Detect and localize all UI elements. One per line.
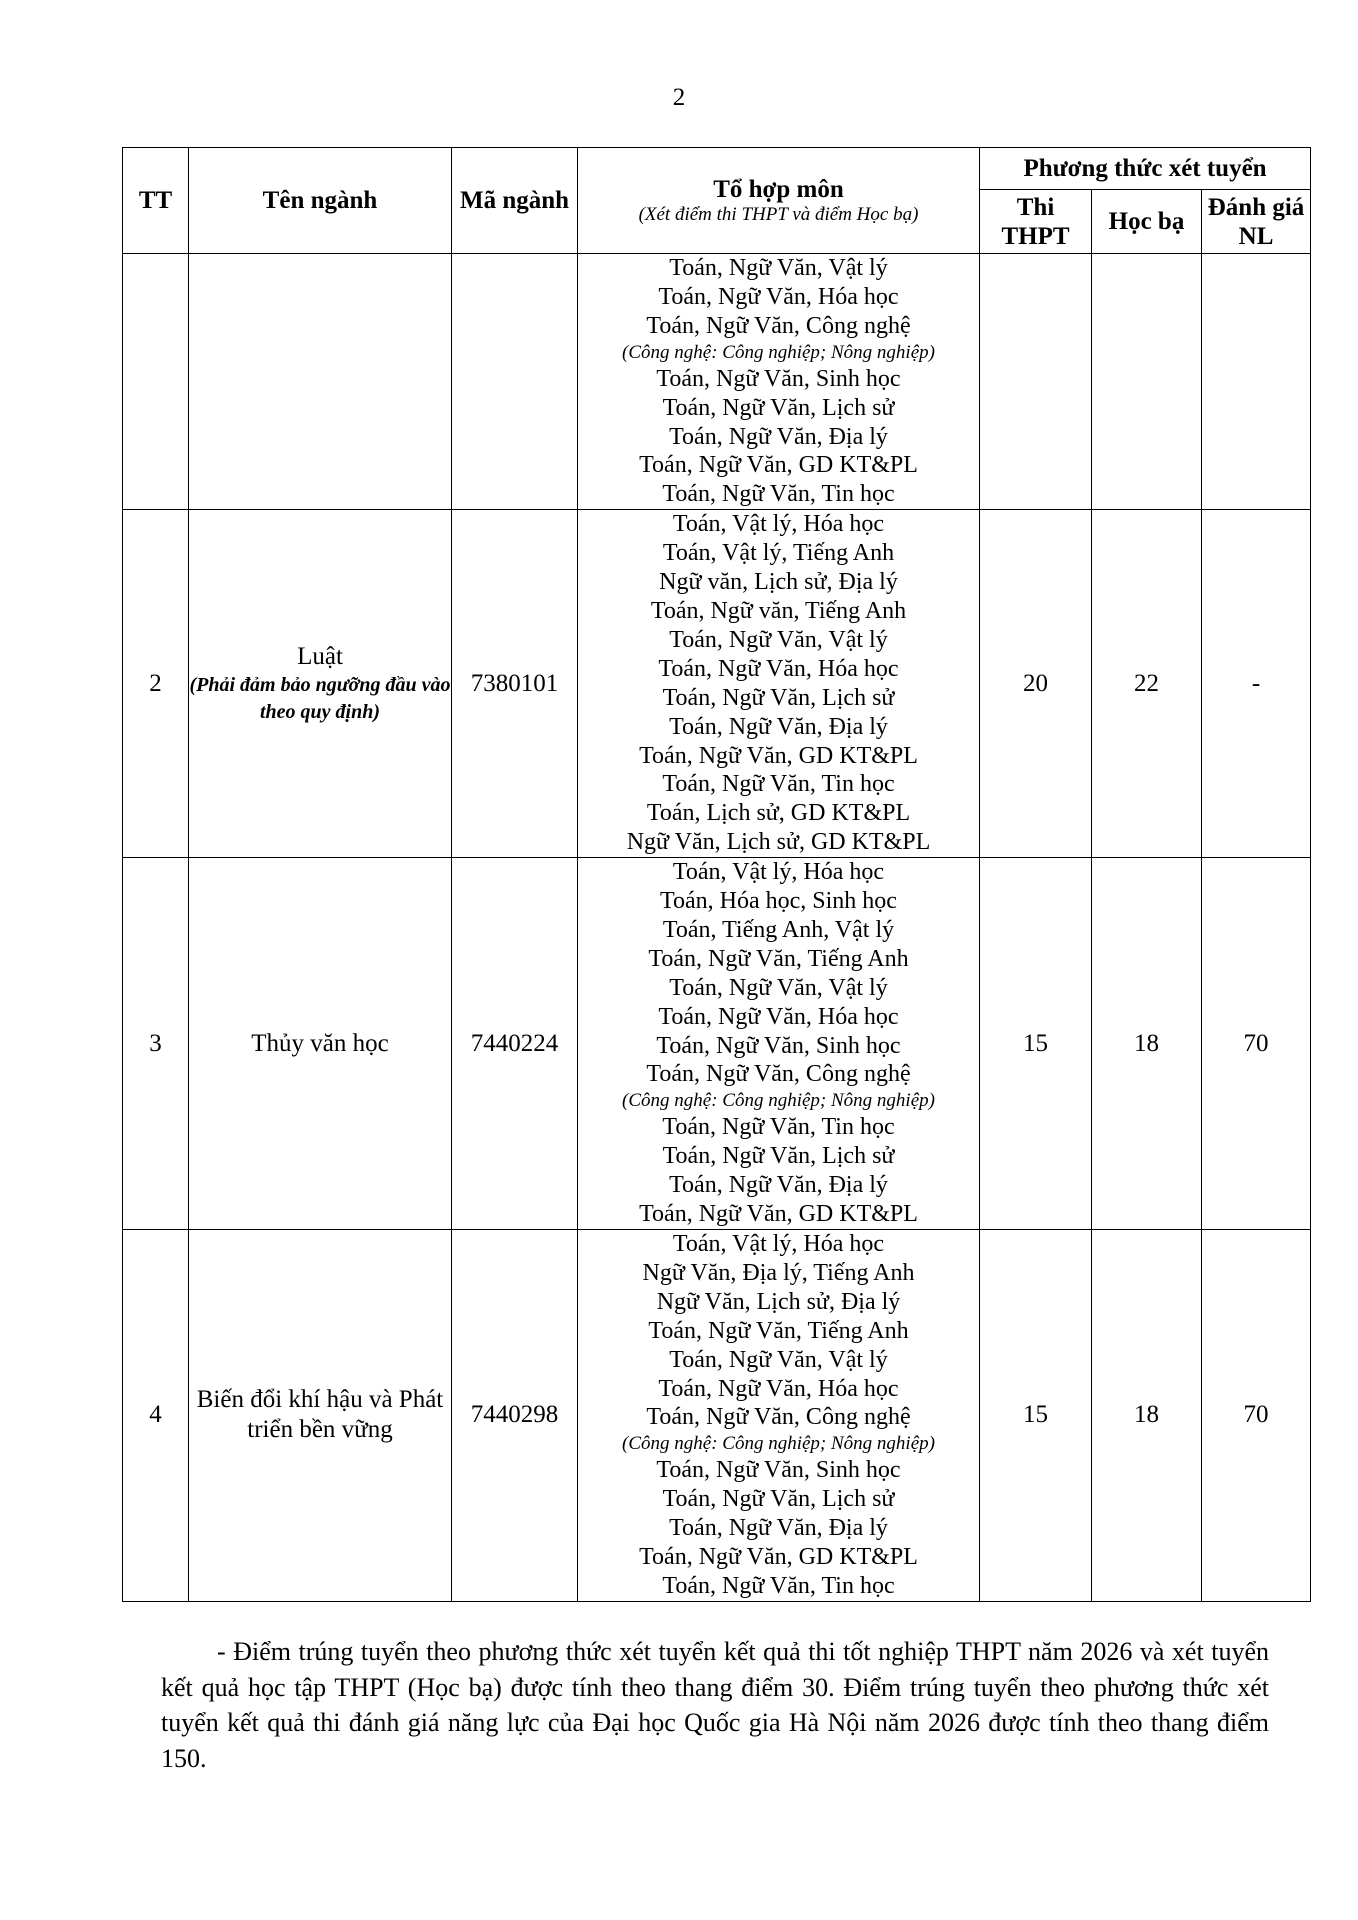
combo-item: Toán, Ngữ Văn, Vật lý (669, 974, 888, 1001)
cell-to-hop-mon (578, 510, 980, 858)
combo-item: Toán, Ngữ Văn, Vật lý (669, 255, 888, 281)
combo-item: Toán, Vật lý, Hóa học (672, 1231, 885, 1257)
cell-danh-gia-nl: 70 (1202, 858, 1311, 1230)
combo-item: Toán, Ngữ Văn, Tin học (662, 481, 895, 508)
header-danh-gia-nl: Đánh giá NL (1202, 190, 1311, 254)
combo-item: Toán, Ngữ Văn, Sinh học (656, 365, 901, 392)
cell-ten-nganh (189, 858, 452, 1230)
combo-item: Ngữ văn, Lịch sử, Địa lý (659, 569, 898, 596)
major-name: Thủy văn học (251, 1029, 389, 1057)
combo-item: Toán, Lịch sử, GD KT&PL (646, 800, 911, 827)
combo-note: (Công nghệ: Công nghiệp; Nông nghiệp) (622, 1433, 935, 1455)
combo-item: Toán, Ngữ Văn, Hóa học (658, 1375, 899, 1402)
page-number: 2 (672, 84, 686, 111)
cell-ten-nganh (189, 1230, 452, 1602)
cell-ten-nganh (189, 254, 452, 510)
paragraph-text: - Điểm trúng tuyển theo phương thức xét tuyển kết quả thi tốt nghiệp THPT năm 2026 và xét tuyển kết quả học tập THPT (Học bạ) được tính theo thang điểm 30. Điểm trúng tuyển theo phương thức xét tuyển kết quả thi đánh giá năng lực của Đại học Quốc gia Hà Nội năm 2026 được tính theo thang điểm 150. (161, 1637, 1269, 1773)
combo-item: Toán, Ngữ Văn, Tin học (662, 1114, 895, 1141)
combo-item: Toán, Ngữ Văn, Công nghệ (646, 1061, 911, 1088)
cell-tt: 2 (123, 510, 189, 858)
combo-item: Toán, Ngữ Văn, Địa lý (669, 423, 888, 450)
admission-table (122, 147, 1311, 1602)
combo-item: Toán, Vật lý, Tiếng Anh (662, 540, 895, 567)
combo-item: Toán, Ngữ Văn, Hóa học (658, 655, 899, 682)
combo-item: Ngữ Văn, Lịch sử, GD KT&PL (626, 829, 931, 856)
cell-tt (123, 254, 189, 510)
cell-thi-thpt (980, 254, 1092, 510)
combo-item: Toán, Ngữ Văn, Địa lý (669, 1172, 888, 1199)
major-name: Luật (297, 642, 343, 670)
cell-thi-thpt: 15 (980, 1230, 1092, 1602)
table-row (123, 858, 1311, 1230)
cell-ma-nganh: 7440298 (452, 1230, 578, 1602)
cell-hoc-ba: 22 (1092, 510, 1202, 858)
combo-item: Toán, Ngữ Văn, GD KT&PL (639, 742, 918, 769)
table-body (123, 254, 1311, 1602)
combo-item: Toán, Ngữ Văn, Lịch sử (662, 684, 895, 711)
major-note: (Phải đảm bảo ngưỡng đầu vào theo quy định) (189, 673, 451, 723)
combo-item: Toán, Ngữ Văn, Công nghệ (646, 312, 911, 339)
table-row (123, 254, 1311, 510)
cell-ma-nganh (452, 254, 578, 510)
header-ma-nganh: Mã ngành (452, 148, 578, 254)
combo-item: Toán, Ngữ Văn, GD KT&PL (639, 452, 918, 479)
cell-to-hop-mon (578, 858, 980, 1230)
combo-item: Toán, Ngữ Văn, GD KT&PL (639, 1201, 918, 1228)
table-row (123, 510, 1311, 858)
header-tt: TT (123, 148, 189, 254)
header-to-hop-mon-title: Tổ hợp môn (713, 176, 844, 203)
cell-hoc-ba (1092, 254, 1202, 510)
cell-hoc-ba: 18 (1092, 1230, 1202, 1602)
combo-item: Toán, Ngữ Văn, Sinh học (656, 1457, 901, 1484)
cell-danh-gia-nl: 70 (1202, 1230, 1311, 1602)
major-name: Biến đổi khí hậu và Phát triển bền vững (196, 1386, 444, 1444)
combo-item: Toán, Tiếng Anh, Vật lý (662, 916, 895, 943)
combo-item: Toán, Ngữ Văn, Lịch sử (662, 1143, 895, 1170)
header-thi-thpt: Thi THPT (980, 190, 1092, 254)
cell-tt: 4 (123, 1230, 189, 1602)
score-scale-paragraph (161, 1634, 1269, 1776)
combo-item: Toán, Vật lý, Hóa học (672, 859, 885, 886)
cell-ma-nganh: 7440224 (452, 858, 578, 1230)
combo-item: Toán, Ngữ Văn, Vật lý (669, 1346, 888, 1373)
combo-item: Toán, Ngữ Văn, Địa lý (669, 713, 888, 740)
cell-ma-nganh: 7380101 (452, 510, 578, 858)
header-phuong-thuc: Phương thức xét tuyển (980, 148, 1311, 190)
cell-danh-gia-nl: - (1202, 510, 1311, 858)
cell-thi-thpt: 20 (980, 510, 1092, 858)
combo-item: Toán, Ngữ Văn, Tiếng Anh (648, 1317, 909, 1344)
combo-item: Toán, Ngữ Văn, Hóa học (658, 1003, 899, 1030)
cell-danh-gia-nl (1202, 254, 1311, 510)
combo-item: Toán, Ngữ Văn, Tin học (662, 771, 895, 798)
combo-item: Toán, Vật lý, Hóa học (672, 511, 885, 538)
combo-item: Toán, Ngữ Văn, Công nghệ (646, 1404, 911, 1431)
cell-ten-nganh (189, 510, 452, 858)
combo-note: (Công nghệ: Công nghiệp; Nông nghiệp) (622, 341, 935, 363)
combo-item: Toán, Ngữ Văn, Tin học (662, 1572, 895, 1599)
cell-hoc-ba: 18 (1092, 858, 1202, 1230)
cell-to-hop-mon (578, 254, 980, 510)
combo-item: Toán, Ngữ Văn, Lịch sử (662, 394, 895, 421)
header-ten-nganh: Tên ngành (189, 148, 452, 254)
combo-item: Ngữ Văn, Địa lý, Tiếng Anh (642, 1259, 915, 1286)
cell-tt: 3 (123, 858, 189, 1230)
combo-item: Toán, Ngữ Văn, Sinh học (656, 1032, 901, 1059)
combo-note: (Công nghệ: Công nghiệp; Nông nghiệp) (622, 1090, 935, 1112)
combo-item: Toán, Ngữ văn, Tiếng Anh (650, 597, 907, 624)
combo-item: Toán, Ngữ Văn, Lịch sử (662, 1486, 895, 1513)
header-hoc-ba: Học bạ (1092, 190, 1202, 254)
table-row (123, 1230, 1311, 1602)
combo-item: Toán, Ngữ Văn, Vật lý (669, 626, 888, 653)
combo-item: Toán, Ngữ Văn, GD KT&PL (639, 1544, 918, 1571)
cell-to-hop-mon (578, 1230, 980, 1602)
cell-thi-thpt: 15 (980, 858, 1092, 1230)
combo-item: Toán, Ngữ Văn, Hóa học (658, 283, 899, 310)
combo-item: Ngữ Văn, Lịch sử, Địa lý (656, 1288, 901, 1315)
combo-item: Toán, Ngữ Văn, Địa lý (669, 1515, 888, 1542)
combo-item: Toán, Ngữ Văn, Tiếng Anh (648, 945, 909, 972)
header-to-hop-mon-note: (Xét điểm thi THPT và điểm Học bạ) (638, 204, 919, 225)
combo-item: Toán, Hóa học, Sinh học (660, 888, 897, 915)
header-to-hop-mon (578, 148, 980, 254)
